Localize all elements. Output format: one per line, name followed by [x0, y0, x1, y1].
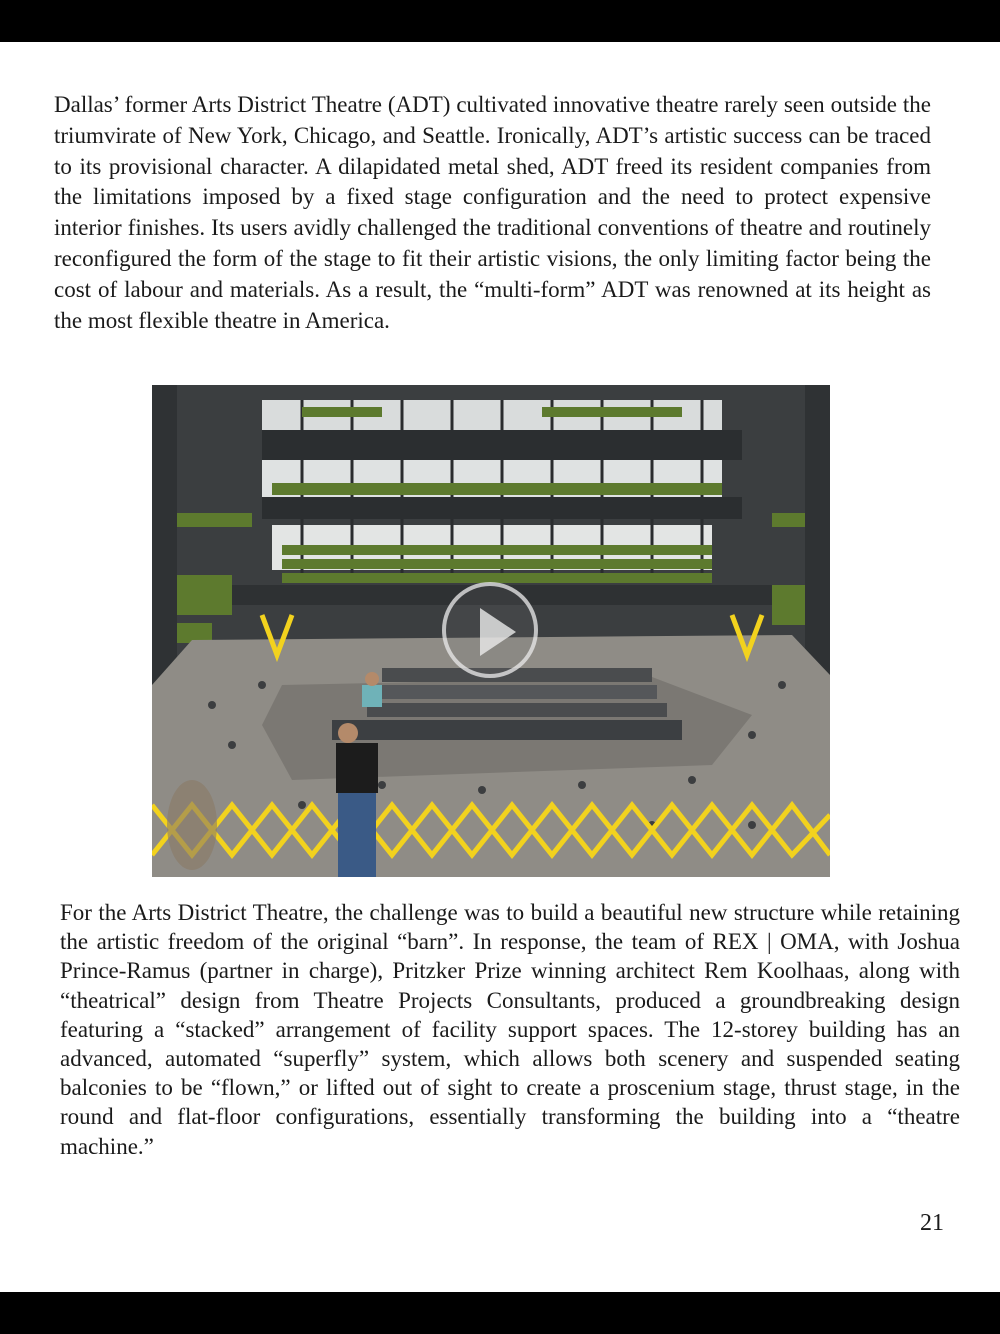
play-button[interactable] [442, 582, 538, 678]
play-icon [480, 608, 516, 656]
page-number: 21 [920, 1210, 944, 1236]
bottom-black-bar [0, 1292, 1000, 1334]
body-paragraph-2: For the Arts District Theatre, the challenge was to build a beautiful new structure while retaining the artistic freedom of the original “barn”. In response, the team of REX | OMA, with Joshua Prince-Ramus (partner in charge), Pritzker Prize winning architect Rem Koolhaas, along with “theatrical” design from Theatre Projects Consultants, produced a groundbreaking design featuring a “stacked” arrangement of facility support spaces. The 12-storey building has an advanced, automated “superfly” system, which allows both scenery and suspended seating balconies to be “flown,” or lifted out of sight to create a proscenium stage, thrust stage, in the round and flat-floor configurations, essentially transforming the building into a “theatre machine.” [60, 900, 960, 1159]
top-black-bar [0, 0, 1000, 42]
body-paragraph-1: Dallas’ former Arts District Theatre (ADT) cultivated innovative theatre rarely seen outside the triumvirate of New York, Chicago, and Seattle. Ironically, ADT’s artistic success can be traced to its provisional character. A dilapidated metal shed, ADT freed its resident companies from the limitations imposed by a fixed stage configuration and the need to protect expensive interior finishes. Its users avidly challenged the traditional conventions of theatre and routinely reconfigured the form of the stage to fit their artistic visions, the only limiting factor being the cost of labour and materials. As a result, the “multi-form” ADT was renowned at its height as the most flexible theatre in America. [54, 92, 931, 333]
